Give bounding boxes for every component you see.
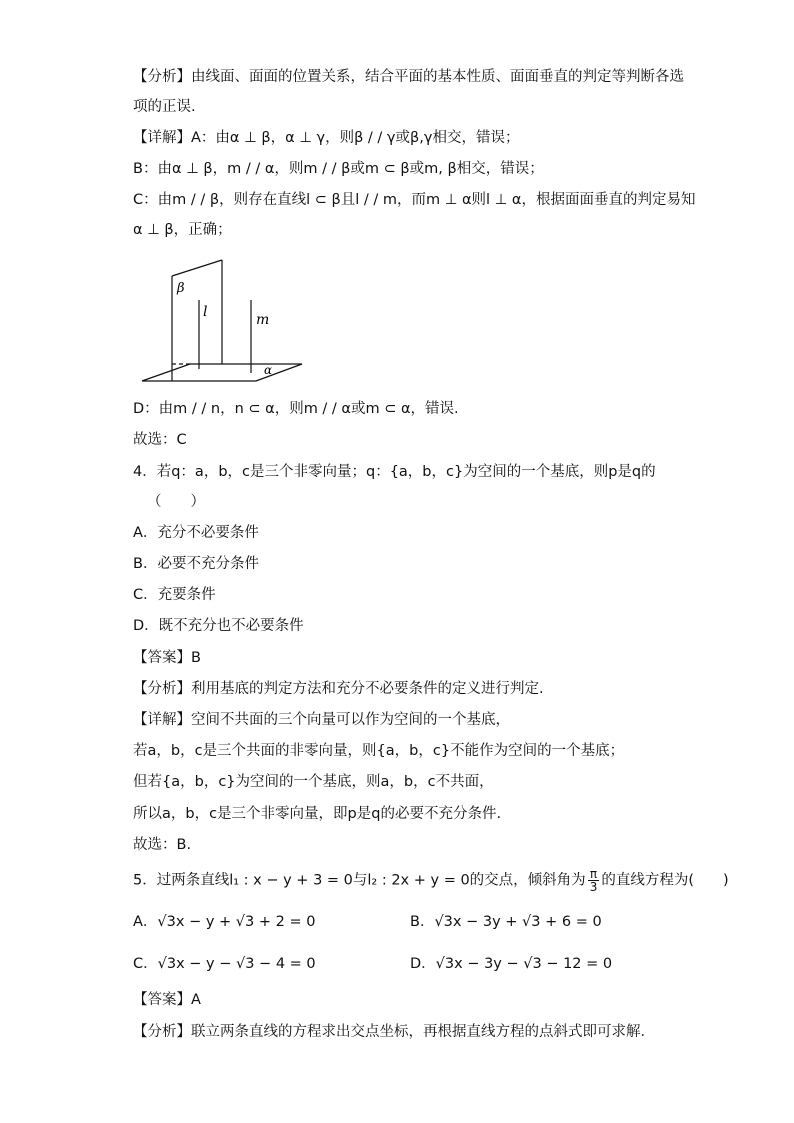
q4-analysis: 【分析】利用基底的判定方法和充分不必要条件的定义进行判定. xyxy=(133,681,544,697)
q3-analysis: 【分析】由线面、面面的位置关系，结合平面的基本性质、面面垂直的判定等判断各选 xyxy=(133,69,684,85)
q3-detail-c-cont: α ⊥ β，正确； xyxy=(133,222,232,238)
q4-option-b: B．必要不充分条件 xyxy=(133,556,259,572)
plane-beta-top-edge xyxy=(172,260,222,276)
q4-detail-3: 但若{a，b，c}为空间的一个基底，则a，b，c不共面， xyxy=(133,774,494,790)
planes-figure xyxy=(140,256,310,386)
q4-detail-4: 所以a，b，c是三个非零向量，即p是q的必要不充分条件. xyxy=(133,806,502,822)
q5-stem xyxy=(133,868,729,893)
q4-answer: 【答案】B xyxy=(133,650,201,666)
q4-detail-2: 若a，b，c是三个共面的非零向量，则{a，b，c}不能作为空间的一个基底； xyxy=(133,743,625,759)
q5-answer: 【答案】A xyxy=(133,992,201,1008)
fraction-numerator: π xyxy=(588,868,600,881)
label-alpha: α xyxy=(264,363,273,377)
q5-option-c: C．√3x − y − √3 − 4 = 0 xyxy=(133,956,316,972)
fraction-denominator: 3 xyxy=(589,880,598,894)
q5-option-a: A．√3x − y + √3 + 2 = 0 xyxy=(133,914,316,930)
pi-over-3-fraction xyxy=(588,868,600,893)
q3-detail-c: C：由m / / β，则存在直线l ⊂ β且l / / m，而m ⊥ α则l ⊥ α，根据面面垂直的判定易知 xyxy=(133,192,696,208)
q4-paren: （ ） xyxy=(147,494,205,510)
q3-detail-b: B：由α ⊥ β，m / / α，则m / / β或m ⊂ β或m, β相交，错误； xyxy=(133,161,544,177)
label-beta: β xyxy=(177,281,185,296)
q4-option-c: C．充要条件 xyxy=(133,587,216,603)
label-m: m xyxy=(256,312,270,328)
q3-choice: 故选：C xyxy=(133,432,187,448)
q4-stem: 4．若q：a，b，c是三个非零向量；q：{a，b，c}为空间的一个基底，则p是q的 xyxy=(133,464,656,480)
q4-choice: 故选：B. xyxy=(133,837,192,853)
q3-analysis-cont: 项的正误. xyxy=(133,99,196,115)
plane-alpha xyxy=(142,364,302,381)
q5-option-d: D．√3x − 3y − √3 − 12 = 0 xyxy=(410,956,613,972)
q5-option-b: B．√3x − 3y + √3 + 6 = 0 xyxy=(410,914,602,930)
q5-stem-part-b: 的直线方程为( ) xyxy=(601,872,729,889)
q3-detail-d: D：由m / / n，n ⊂ α，则m / / α或m ⊂ α，错误. xyxy=(133,401,459,417)
label-l: l xyxy=(203,304,208,320)
q4-detail-1: 【详解】空间不共面的三个向量可以作为空间的一个基底， xyxy=(133,712,510,728)
q3-detail-a: 【详解】A：由α ⊥ β，α ⊥ γ，则β / / γ或β,γ相交，错误； xyxy=(133,130,520,146)
q4-option-d: D．既不充分也不必要条件 xyxy=(133,618,304,634)
q4-option-a: A．充分不必要条件 xyxy=(133,525,259,541)
q5-stem-part-a: 5．过两条直线l₁ : x − y + 3 = 0与l₂ : 2x + y = 0的交点，倾斜角为 xyxy=(133,872,586,889)
q5-analysis: 【分析】联立两条直线的方程求出交点坐标，再根据直线方程的点斜式即可求解． xyxy=(133,1024,655,1040)
